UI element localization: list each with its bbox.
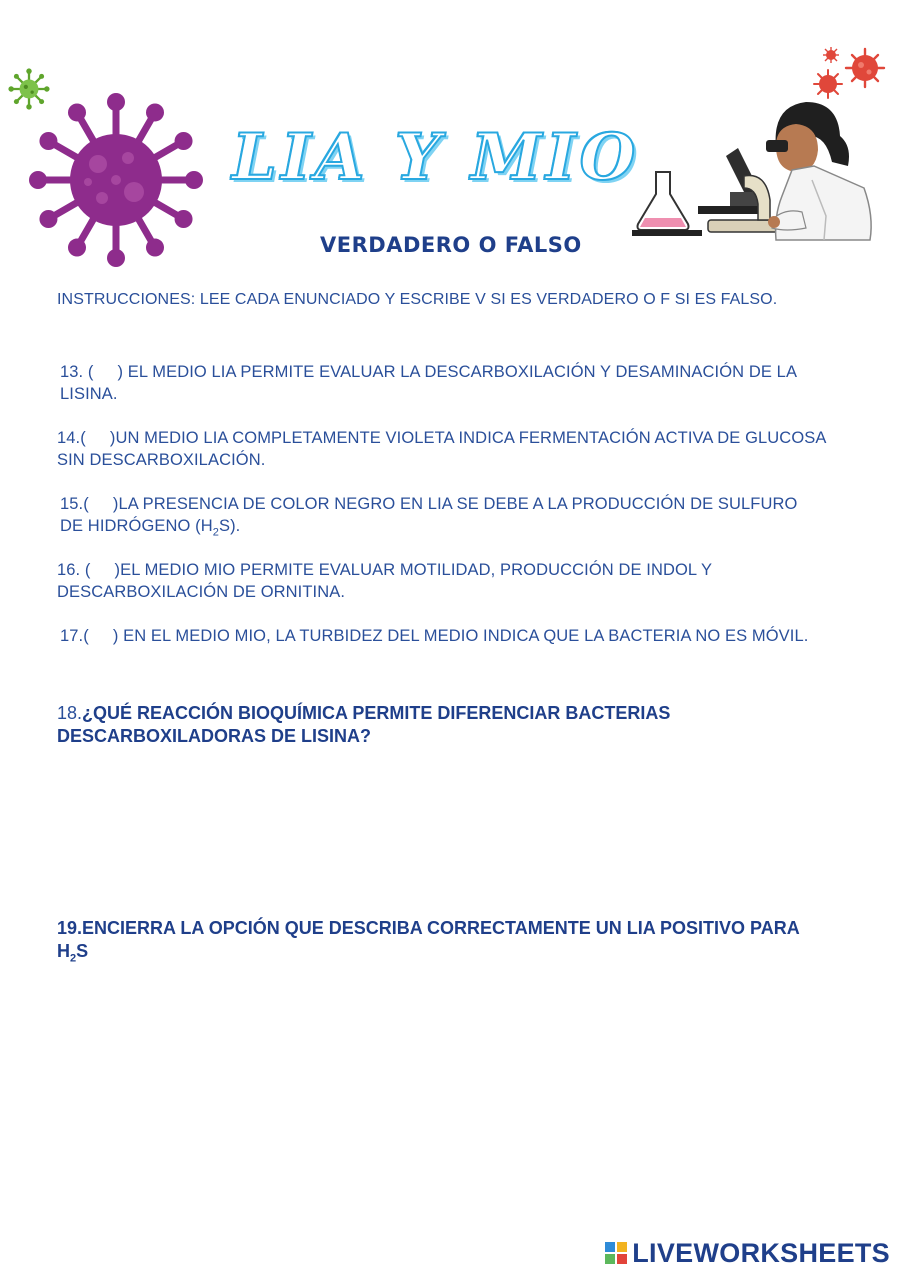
question-19 xyxy=(57,917,817,971)
instructions-text: INSTRUCCIONES: LEE CADA ENUNCIADO Y ESCRIBE V SI ES VERDADERO O F SI ES FALSO. xyxy=(57,291,778,308)
question-16-text: )EL MEDIO MIO PERMITE EVALUAR MOTILIDAD, PRODUCCIÓN DE INDOL Y DESCARBOXILACIÓN DE ORNITINA. xyxy=(57,561,712,601)
question-13-prefix: 13. ( xyxy=(60,363,94,381)
red-virus-icon xyxy=(822,46,840,64)
question-18-text: ¿QUÉ REACCIÓN BIOQUÍMICA PERMITE DIFERENCIAR BACTERIAS DESCARBOXILADORAS DE LISINA? xyxy=(57,703,671,746)
subscript-2: 2 xyxy=(70,952,77,965)
answer-area-18[interactable] xyxy=(57,760,837,900)
liveworksheets-watermark xyxy=(604,1238,890,1268)
page-subtitle: VERDADERO O FALSO xyxy=(320,233,582,257)
question-15-text: )LA PRESENCIA DE COLOR NEGRO EN LIA SE DEBE A LA PRODUCCIÓN DE SULFURO DE HIDRÓGENO (H xyxy=(60,495,798,535)
question-16-prefix: 16. ( xyxy=(57,561,91,579)
question-19-text-end: S xyxy=(76,941,89,961)
question-17-prefix: 17.( xyxy=(60,627,89,645)
title-block xyxy=(232,120,652,210)
page-title: LIA Y MIO xyxy=(232,120,640,195)
purple-virus-icon xyxy=(28,92,204,268)
subscript-2: 2 xyxy=(212,526,219,539)
question-13 xyxy=(60,361,850,405)
options-area-19[interactable] xyxy=(57,975,837,1195)
question-18 xyxy=(57,702,757,748)
question-17 xyxy=(60,625,820,647)
question-18-number: 18. xyxy=(57,703,83,723)
scientist-microscope-illustration xyxy=(626,96,876,242)
question-14-prefix: 14.( xyxy=(57,429,86,447)
liveworksheets-logo-icon xyxy=(604,1241,628,1265)
question-15-prefix: 15.( xyxy=(60,495,89,513)
question-14-text: )UN MEDIO LIA COMPLETAMENTE VIOLETA INDICA FERMENTACIÓN ACTIVA DE GLUCOSA SIN DESCARBOXILACIÓN. xyxy=(57,429,826,469)
question-19-text: 19.ENCIERRA LA OPCIÓN QUE DESCRIBA CORRECTAMENTE UN LIA POSITIVO PARA H xyxy=(57,918,800,961)
watermark-text: LIVEWORKSHEETS xyxy=(632,1237,890,1268)
question-13-text: ) EL MEDIO LIA PERMITE EVALUAR LA DESCARBOXILACIÓN Y DESAMINACIÓN DE LA LISINA. xyxy=(60,363,797,403)
question-15-text-end: S). xyxy=(218,517,241,535)
red-virus-icon xyxy=(843,46,887,90)
question-15 xyxy=(60,493,820,543)
question-14 xyxy=(57,427,847,471)
question-16 xyxy=(57,559,817,603)
question-17-text: ) EN EL MEDIO MIO, LA TURBIDEZ DEL MEDIO INDICA QUE LA BACTERIA NO ES MÓVIL. xyxy=(112,627,809,645)
